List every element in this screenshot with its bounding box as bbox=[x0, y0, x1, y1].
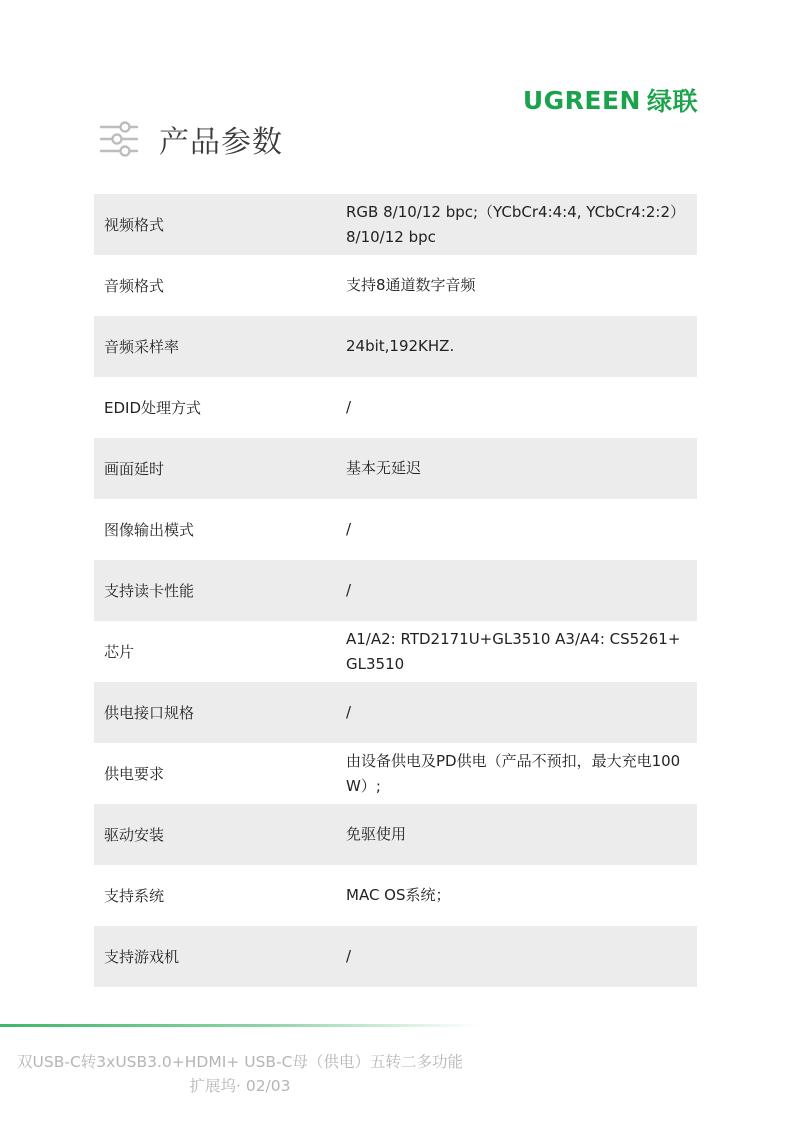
table-row bbox=[94, 316, 697, 377]
spec-value: 基本无延迟 bbox=[346, 459, 422, 477]
brand-name-en: UGREEN bbox=[522, 85, 641, 115]
spec-value: A1/A2: RTD2171U+GL3510 A3/A4: CS5261+GL3510 bbox=[346, 629, 681, 673]
spec-label: 音频格式 bbox=[104, 277, 165, 295]
spec-value: / bbox=[346, 398, 352, 416]
spec-label: 支持读卡性能 bbox=[104, 582, 195, 600]
table-row bbox=[94, 499, 697, 560]
spec-value: MAC OS系统； bbox=[346, 886, 451, 904]
table-row bbox=[94, 926, 697, 987]
table-row bbox=[94, 560, 697, 621]
brand-name-cn: 绿联 bbox=[646, 87, 698, 116]
table-row bbox=[94, 621, 697, 682]
table-row bbox=[94, 438, 697, 499]
spec-value: / bbox=[346, 703, 352, 721]
spec-label: 芯片 bbox=[104, 643, 135, 661]
spec-label: 驱动安装 bbox=[104, 826, 165, 844]
spec-value: 由设备供电及PD供电（产品不预扣，最大充电100W）; bbox=[346, 751, 681, 795]
spec-value: / bbox=[346, 581, 352, 599]
spec-label: 音频采样率 bbox=[104, 338, 180, 356]
table-row bbox=[94, 804, 697, 865]
spec-label: 供电接口规格 bbox=[104, 704, 195, 722]
spec-label: 支持系统 bbox=[104, 887, 165, 905]
spec-value: 24bit,192KHZ. bbox=[346, 337, 455, 355]
spec-label: EDID处理方式 bbox=[104, 399, 202, 417]
spec-value: 免驱使用 bbox=[346, 825, 407, 843]
table-row bbox=[94, 255, 697, 316]
table-row bbox=[94, 377, 697, 438]
footer-product-name: 双USB-C转3xUSB3.0+HDMI+ USB-C母（供电）五转二多功能 bbox=[17, 1053, 463, 1071]
spec-label: 支持游戏机 bbox=[104, 948, 180, 966]
filter-sliders-icon bbox=[99, 119, 139, 159]
spec-label: 画面延时 bbox=[104, 460, 165, 478]
footer-divider bbox=[0, 1024, 480, 1027]
spec-value: / bbox=[346, 947, 352, 965]
spec-value: RGB 8/10/12 bpc;（YCbCr4:4:4, YCbCr4:2:2）8/10/12 bpc bbox=[346, 202, 686, 246]
table-row bbox=[94, 194, 697, 255]
brand-logo bbox=[503, 84, 698, 116]
spec-table bbox=[94, 194, 697, 987]
footer bbox=[0, 1050, 480, 1098]
spec-value: / bbox=[346, 520, 352, 538]
spec-value: 支持8通道数字音频 bbox=[346, 276, 476, 294]
section-header bbox=[99, 118, 283, 160]
spec-label: 图像输出模式 bbox=[104, 521, 195, 539]
footer-page-number: 扩展坞· 02/03 bbox=[189, 1077, 291, 1095]
table-row bbox=[94, 682, 697, 743]
spec-label: 供电要求 bbox=[104, 765, 165, 783]
page-title: 产品参数 bbox=[159, 125, 283, 160]
spec-label: 视频格式 bbox=[104, 216, 165, 234]
table-row bbox=[94, 743, 697, 804]
table-row bbox=[94, 865, 697, 926]
